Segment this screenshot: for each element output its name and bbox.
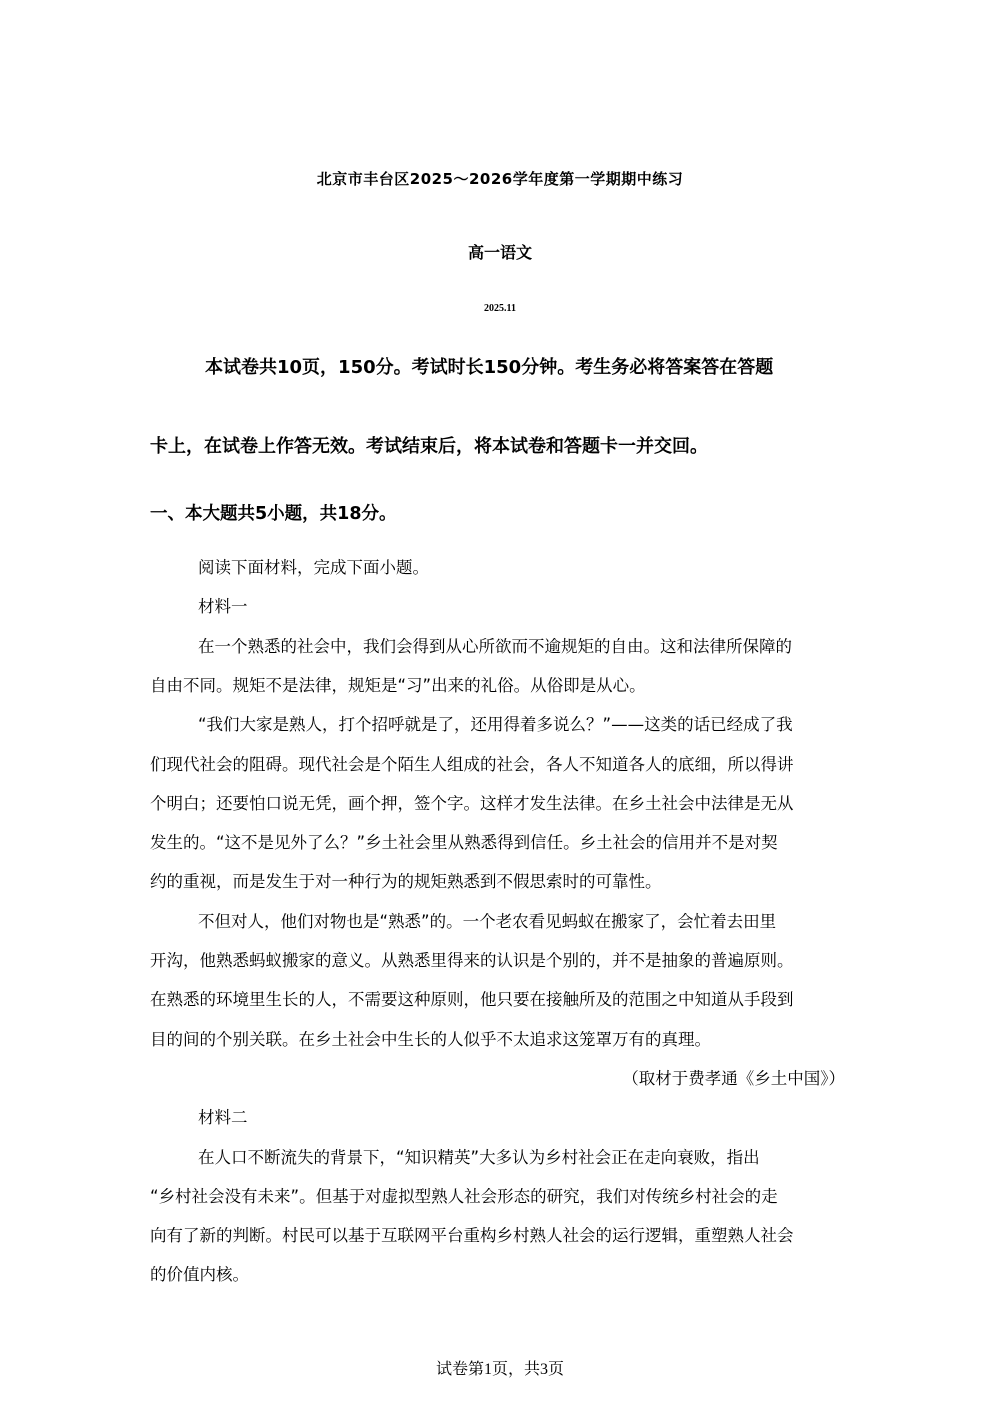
material-1-label: 材料一 [198,597,248,617]
paragraph-line: 的价值内核。 [150,1265,249,1285]
reading-body [150,548,845,1308]
paragraph-line: 约的重视，而是发生于对一种行为的规矩熟悉到不假思索时的可靠性。 [150,872,662,892]
instruction-text: 阅读下面材料，完成下面小题。 [198,558,429,577]
exam-subject: 高一语文 [467,243,532,262]
section-heading: 一、本大题共5小题，共18分。 [150,504,397,524]
paragraph-line: 自由不同。规矩不是法律，规矩是“习”出来的礼俗。从俗即是从心。 [150,675,646,695]
notice-line-2: 卡上，在试卷上作答无效。考试结束后，将本试卷和答题卡一并交回。 [150,436,708,457]
notice-line-1: 本试卷共10页，150分。考试时长150分钟。考生务必将答案答在答题 [205,357,774,378]
paragraph-line: 在熟悉的环境里生长的人，不需要这种原则，他只要在接触所及的范围之中知道从手段到 [150,990,794,1010]
paragraph-line: 在人口不断流失的背景下，“知识精英”大多认为乡村社会正在走向衰败，指出 [198,1147,760,1167]
material-1-source: （取材于费孝通《乡土中国》） [622,1068,845,1088]
exam-title: 北京市丰台区2025～2026学年度第一学期期中练习 [316,170,684,188]
paragraph-line: 在一个熟悉的社会中，我们会得到从心所欲而不逾规矩的自由。这和法律所保障的 [198,636,792,656]
exam-date: 2025.11 [484,303,516,314]
paragraph-line: “我们大家是熟人，打个招呼就是了，还用得着多说么？”——这类的话已经成了我 [198,715,793,735]
paragraph-line: 向有了新的判断。村民可以基于互联网平台重构乡村熟人社会的运行逻辑，重塑熟人社会 [150,1226,794,1246]
paragraph-line: 目的间的个别关联。在乡土社会中生长的人似乎不太追求这笼罩万有的真理。 [150,1029,711,1049]
page-footer: 试卷第1页，共3页 [435,1361,564,1378]
paragraph-line: 不但对人，他们对物也是“熟悉”的。一个老农看见蚂蚁在搬家了，会忙着去田里 [198,911,777,931]
material-2-label: 材料二 [198,1108,248,1128]
paragraph-line: 们现代社会的阻碍。现代社会是个陌生人组成的社会，各人不知道各人的底细，所以得讲 [150,754,794,774]
paragraph-line: 开沟，他熟悉蚂蚁搬家的意义。从熟悉里得来的认识是个别的，并不是抽象的普遍原则。 [150,951,794,970]
paragraph-line: “乡村社会没有未来”。但基于对虚拟型熟人社会形态的研究，我们对传统乡村社会的走 [150,1186,778,1206]
paragraph-line: 个明白；还要怕口说无凭，画个押，签个字。这样才发生法律。在乡土社会中法律是无从 [150,793,794,813]
paragraph-line: 发生的。“这不是见外了么？”乡土社会里从熟悉得到信任。乡土社会的信用并不是对契 [150,833,778,853]
